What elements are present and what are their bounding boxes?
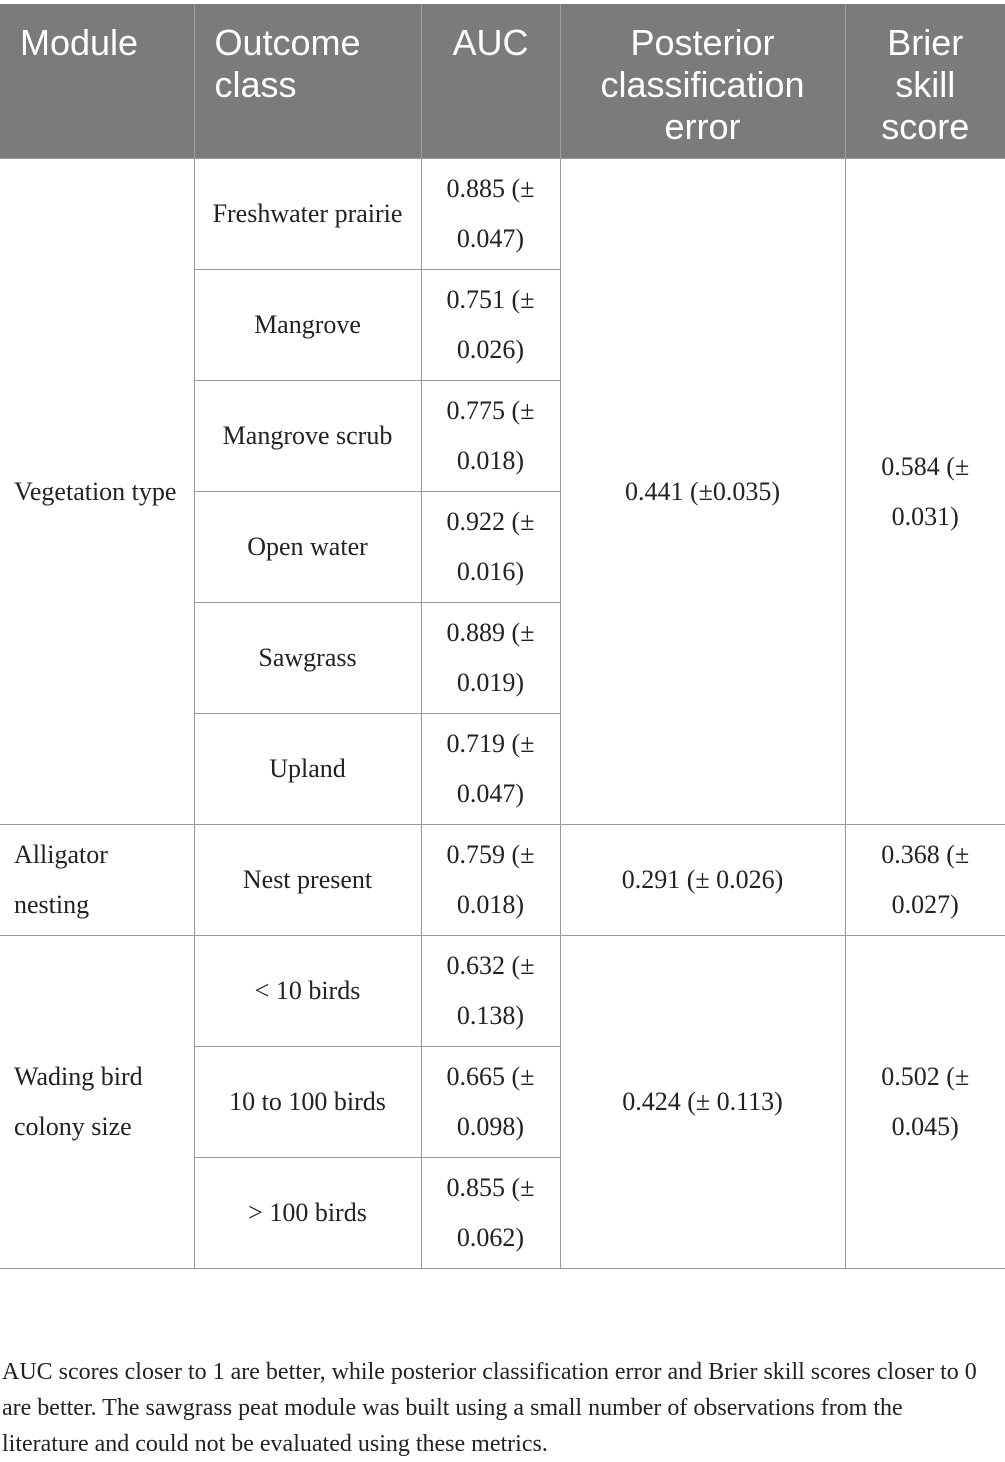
header-row	[0, 4, 1005, 159]
outcome-cell: > 100 birds	[194, 1158, 421, 1269]
auc-cell: 0.922 (± 0.016)	[421, 492, 560, 603]
header-auc: AUC	[421, 4, 560, 159]
auc-cell: 0.885 (± 0.047)	[421, 159, 560, 270]
auc-cell: 0.751 (± 0.026)	[421, 270, 560, 381]
brier-score-cell: 0.502 (± 0.045)	[845, 936, 1005, 1269]
auc-cell: 0.719 (± 0.047)	[421, 714, 560, 825]
brier-score-cell: 0.584 (± 0.031)	[845, 159, 1005, 825]
module-cell: Vegetation type	[0, 159, 194, 825]
outcome-cell: Nest present	[194, 825, 421, 936]
outcome-cell: Freshwater prairie	[194, 159, 421, 270]
outcome-cell: Mangrove	[194, 270, 421, 381]
table-footnote: AUC scores closer to 1 are better, while posterior classification error and Brier skill scores closer to 0 are better. The sawgrass peat module was built using a small number of observations from the literature and could not be evaluated using these metrics.	[2, 1359, 977, 1457]
outcome-cell: Sawgrass	[194, 603, 421, 714]
posterior-error-cell: 0.424 (± 0.113)	[560, 936, 845, 1269]
header-posterior-error: Posterior classification error	[560, 4, 845, 159]
outcome-cell: Mangrove scrub	[194, 381, 421, 492]
auc-cell: 0.855 (± 0.062)	[421, 1158, 560, 1269]
outcome-cell: Open water	[194, 492, 421, 603]
results-table	[0, 4, 1005, 1269]
header-outcome-class: Outcome class	[194, 4, 421, 159]
table-row	[0, 825, 1005, 936]
posterior-error-cell: 0.441 (±0.035)	[560, 159, 845, 825]
table-row	[0, 936, 1005, 1047]
auc-cell: 0.632 (± 0.138)	[421, 936, 560, 1047]
posterior-error-cell: 0.291 (± 0.026)	[560, 825, 845, 936]
header-module: Module	[0, 4, 194, 159]
auc-cell: 0.889 (± 0.019)	[421, 603, 560, 714]
brier-score-cell: 0.368 (± 0.027)	[845, 825, 1005, 936]
table-row	[0, 159, 1005, 270]
module-cell: Alligator nesting	[0, 825, 194, 936]
auc-cell: 0.665 (± 0.098)	[421, 1047, 560, 1158]
header-brier-score: Brier skill score	[845, 4, 1005, 159]
outcome-cell: < 10 birds	[194, 936, 421, 1047]
auc-cell: 0.759 (± 0.018)	[421, 825, 560, 936]
module-cell: Wading bird colony size	[0, 936, 194, 1269]
outcome-cell: 10 to 100 birds	[194, 1047, 421, 1158]
auc-cell: 0.775 (± 0.018)	[421, 381, 560, 492]
outcome-cell: Upland	[194, 714, 421, 825]
